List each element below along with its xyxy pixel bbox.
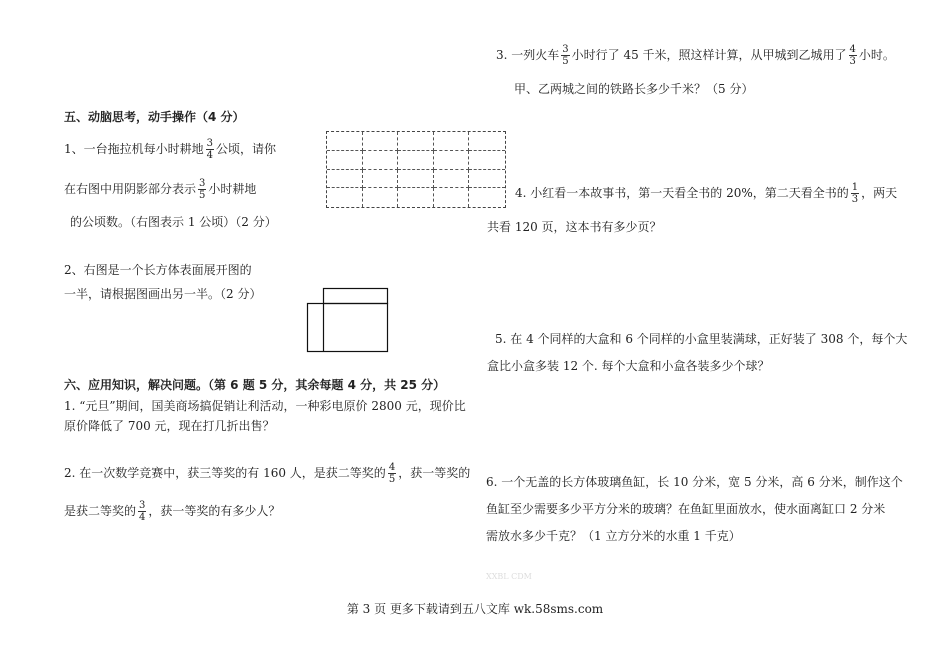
s6-q2-line2 (64, 500, 280, 523)
s6-q2-line1 (64, 462, 470, 485)
fraction (851, 182, 859, 205)
numerator: 4 (388, 462, 396, 473)
numerator: 1 (851, 182, 859, 193)
s5-q2-line1: 2、右图是一个长方体表面展开图的 (64, 263, 252, 277)
r-q6-line2: 鱼缸至少需要多少平方分米的玻璃？在鱼缸里面放水，使水面离缸口 2 分米 (486, 502, 886, 516)
r-q5-line1: 5. 在 4 个同样的大盒和 6 个同样的小盒里装满球，正好装了 308 个，每个大 (495, 332, 908, 346)
s5-q1-text-b: 公顷，请你 (216, 142, 277, 156)
grid-cell[interactable] (327, 188, 363, 207)
r-q3-line1 (496, 44, 895, 67)
fraction (206, 138, 214, 161)
section6-heading: 六、应用知识，解决问题。（第 6 题 5 分，其余每题 4 分，共 25 分） (64, 378, 446, 392)
s6-q2-text-b: ，获一等奖的 (398, 466, 471, 480)
fraction (388, 462, 396, 485)
grid-cell[interactable] (469, 188, 505, 207)
numerator: 3 (139, 500, 146, 511)
denominator: 3 (851, 194, 859, 205)
r-q4-line1 (515, 182, 897, 205)
denominator: 4 (206, 150, 214, 161)
numerator: 3 (562, 44, 569, 55)
grid-cell[interactable] (363, 151, 399, 170)
denominator: 5 (199, 190, 206, 201)
s5-q1-text-a: 1、一台拖拉机每小时耕地 (64, 142, 204, 156)
r-q3-text-c: 小时。 (858, 48, 895, 62)
grid-cell[interactable] (363, 188, 399, 207)
s5-q1-text-c: 在右图中用阴影部分表示 (64, 182, 197, 196)
grid-cell[interactable] (434, 151, 470, 170)
grid-cell[interactable] (434, 132, 470, 151)
denominator: 4 (139, 512, 146, 523)
fraction (198, 178, 206, 201)
grid-cell[interactable] (398, 132, 434, 151)
s5-q1-line3: 的公顷数。（右图表示 1 公顷）（2 分） (70, 215, 277, 229)
fraction (138, 500, 146, 523)
grid-cell[interactable] (327, 170, 363, 189)
denominator: 3 (849, 56, 856, 67)
s5-q1-line1 (64, 138, 276, 161)
denominator: 5 (562, 56, 569, 67)
net-face-front (308, 304, 388, 352)
fraction (849, 44, 857, 67)
s6-q2-text-a: 2. 在一次数学竞赛中，获三等奖的有 160 人，是获二等奖的 (64, 466, 386, 480)
r-q4-text-b: ，两天 (861, 186, 898, 200)
s5-q1-text-d: 小时耕地 (208, 182, 257, 196)
s6-q2-text-c: 是获二等奖的 (64, 504, 137, 518)
page-footer: 第 3 页 更多下载请到五八文库 wk.58sms.com (346, 602, 604, 616)
grid-cell[interactable] (398, 188, 434, 207)
numerator: 4 (849, 44, 856, 55)
fraction (561, 44, 569, 67)
r-q3-text-b: 小时行了 45 千米，照这样计算，从甲城到乙城用了 (571, 48, 847, 62)
s6-q1-line1: 1. “元旦”期间，国美商场搞促销让利活动，一种彩电原价 2800 元，现价比 (64, 399, 466, 413)
grid-cell[interactable] (469, 151, 505, 170)
numerator: 3 (206, 138, 214, 149)
grid-cell[interactable] (469, 170, 505, 189)
grid-cell[interactable] (398, 170, 434, 189)
grid-cell[interactable] (469, 132, 505, 151)
numerator: 3 (199, 178, 206, 189)
grid-cell[interactable] (327, 132, 363, 151)
s5-q2-line2: 一半，请根据图画出另一半。（2 分） (64, 287, 262, 301)
grid-cell[interactable] (327, 151, 363, 170)
grid-cell[interactable] (363, 170, 399, 189)
net-face-top (324, 289, 388, 304)
s6-q2-text-d: ，获一等奖的有多少人？ (148, 504, 281, 518)
r-q3-line2: 甲、乙两城之间的铁路长多少千米？（5 分） (514, 82, 754, 96)
r-q6-line3: 需放水多少千克？（1 立方分米的水重 1 千克） (486, 529, 741, 543)
r-q3-text-a: 3. 一列火车 (496, 48, 560, 62)
s5-q1-line2 (64, 178, 256, 201)
section5-heading: 五、动脑思考，动手操作（4 分） (64, 110, 245, 124)
r-q4-line2: 共看 120 页，这本书有多少页？ (487, 220, 662, 234)
grid-cell[interactable] (434, 170, 470, 189)
s6-q1-line2: 原价降低了 700 元，现在打几折出售？ (64, 419, 275, 433)
grid-cell[interactable] (434, 188, 470, 207)
cuboid-net-diagram (300, 284, 392, 356)
grid-cell[interactable] (363, 132, 399, 151)
r-q5-line2: 盒比小盒多装 12 个. 每个大盒和小盒各装多少个球？ (487, 359, 770, 373)
r-q6-line1: 6. 一个无盖的长方体玻璃鱼缸，长 10 分米，宽 5 分米，高 6 分米，制作这个 (486, 475, 903, 489)
denominator: 5 (388, 474, 396, 485)
r-q4-text-a: 4. 小红看一本故事书，第一天看全书的 20%，第二天看全书的 (515, 186, 849, 200)
grid-cell[interactable] (398, 151, 434, 170)
faint-watermark: XXBL CDM (486, 572, 532, 581)
hectare-grid (326, 131, 506, 208)
